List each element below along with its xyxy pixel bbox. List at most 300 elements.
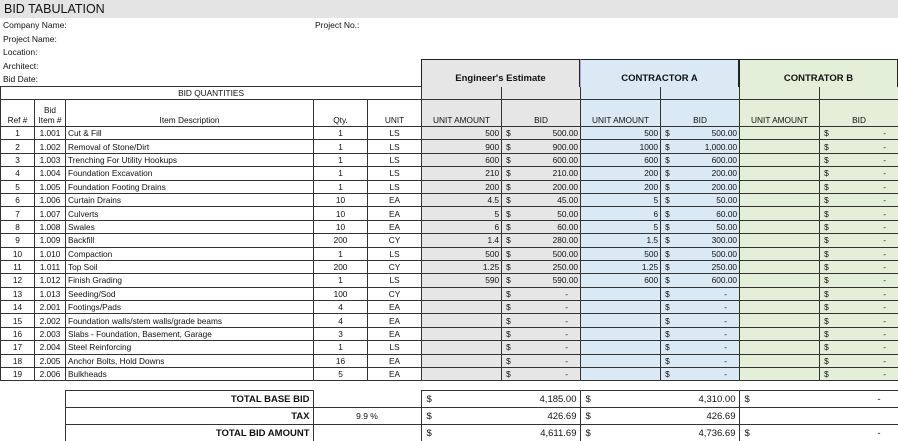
a-bid-cell [661,274,740,287]
amount: 200.00 [552,181,579,192]
bid-item-cell: 1.004 [35,167,66,180]
a-bid-cell [661,314,740,327]
amount: 1,000.00 [704,141,738,152]
table-row [1,207,898,220]
total-bid-amount-label: TOTAL BID AMOUNT [65,425,313,441]
eng-unit-amount-cell: 210 [422,167,502,180]
amount: - [883,221,887,232]
table-row [1,301,898,314]
unit-cell: LS [368,167,422,180]
ref-cell: 8 [1,220,35,233]
bid-item-cell: 1.006 [35,193,66,206]
description-cell: Removal of Stone/Dirt [66,140,314,153]
currency-symbol: $ [824,288,829,299]
amount: - [724,302,728,313]
a-unit-amount-cell [581,341,661,354]
eng-unit-amount-cell: 200 [422,180,502,193]
currency-symbol: $ [665,154,670,165]
amount: - [565,329,569,340]
a-bid-cell [661,220,740,233]
amount: 600.00 [552,154,579,165]
a-tax: 426.69 [706,410,736,422]
a-bid-cell [661,127,740,140]
bid-quantities-header: BID QUANTITIES [1,87,422,100]
unit-cell: EA [368,193,422,206]
table-row [1,247,898,260]
table-row [1,193,898,206]
currency-symbol: $ [824,342,829,353]
amount: 45.00 [557,195,579,206]
ref-cell: 2 [1,140,35,153]
amount: - [565,315,569,326]
b-unit-amount-cell [740,327,820,340]
b-bid-cell [820,193,898,206]
bid-item-cell: 2.005 [35,354,66,367]
eng-total-base: 4,185.00 [539,393,577,405]
eng-bid-cell [502,301,581,314]
eng-unit-amount-cell [422,354,502,367]
qty-cell: 4 [314,301,368,314]
description-cell: Compaction [66,247,314,260]
currency-symbol: $ [824,248,829,259]
qty-cell: 1 [314,140,368,153]
a-unit-amount-cell: 1000 [581,140,661,153]
currency-symbol: $ [824,355,829,366]
b-bid-cell [820,180,898,193]
col-b-bid: BID [820,100,898,127]
table-row [1,354,898,367]
amount: 900.00 [552,141,579,152]
eng-bid-cell [502,368,581,381]
b-bid-cell [820,220,898,233]
col-bid-item: Bid Item # [35,100,66,127]
b-unit-amount-cell [740,301,820,314]
col-b-unit-amount: UNIT AMOUNT [740,100,820,127]
a-unit-amount-cell: 200 [581,167,661,180]
b-unit-amount-cell [740,247,820,260]
qty-cell: 200 [314,234,368,247]
qty-cell: 10 [314,207,368,220]
currency-symbol: $ [824,302,829,313]
qty-cell: 4 [314,314,368,327]
amount: 590.00 [552,275,579,286]
project-name-label: Project Name: [3,33,57,44]
eng-unit-amount-cell [422,341,502,354]
b-unit-amount-cell [740,140,820,153]
currency-symbol: $ [824,275,829,286]
description-cell: Cut & Fill [66,127,314,140]
a-total-base: 4,310.00 [698,393,736,405]
currency-symbol: $ [665,288,670,299]
a-unit-amount-cell: 600 [581,274,661,287]
currency-symbol: $ [506,342,511,353]
b-bid-cell [820,260,898,273]
ref-cell: 1 [1,127,35,140]
b-bid-cell [820,314,898,327]
a-unit-amount-cell: 1.5 [581,234,661,247]
ref-cell: 3 [1,153,35,166]
ref-cell: 7 [1,207,35,220]
qty-cell: 10 [314,193,368,206]
b-total-base: - [877,393,881,405]
amount: 200.00 [711,181,738,192]
ref-cell: 15 [1,314,35,327]
eng-bid-cell [502,207,581,220]
ref-cell: 5 [1,180,35,193]
amount: 250.00 [711,262,738,273]
bid-item-cell: 1.001 [35,127,66,140]
a-bid-cell [661,287,740,300]
currency-symbol: $ [506,168,511,179]
b-unit-amount-cell [740,207,820,220]
amount: - [883,168,887,179]
amount: 280.00 [552,235,579,246]
table-row [1,327,898,340]
description-cell: Footings/Pads [66,301,314,314]
eng-bid-cell [502,327,581,340]
eng-bid-cell [502,153,581,166]
currency-symbol: $ [506,355,511,366]
unit-cell: LS [368,341,422,354]
currency-symbol: $ [665,235,670,246]
description-cell: Curtain Drains [66,193,314,206]
currency-symbol: $ [824,128,829,139]
qty-cell: 16 [314,354,368,367]
description-cell: Slabs - Foundation, Basement, Garage [66,327,314,340]
qty-cell: 1 [314,127,368,140]
eng-tax: 426.69 [547,410,577,422]
currency-symbol: $ [506,235,511,246]
ref-cell: 19 [1,368,35,381]
eng-unit-amount-cell: 600 [422,153,502,166]
amount: 210.00 [552,168,579,179]
currency-symbol: $ [506,288,511,299]
a-total-bid: 4,736.69 [698,427,736,439]
currency-symbol: $ [824,315,829,326]
company-name-label: Company Name: [3,20,67,30]
b-bid-cell [820,167,898,180]
amount: 500.00 [711,248,738,259]
currency-symbol: $ [824,369,829,380]
a-bid-cell [661,301,740,314]
b-bid-cell [820,368,898,381]
description-cell: Steel Reinforcing [66,341,314,354]
a-bid-cell [661,247,740,260]
col-qty: Qty. [314,100,368,127]
b-bid-cell [820,274,898,287]
bid-item-cell: 1.013 [35,287,66,300]
amount: - [883,208,887,219]
eng-bid-cell [502,220,581,233]
eng-bid-cell [502,274,581,287]
amount: 50.00 [716,221,738,232]
currency-symbol: $ [506,302,511,313]
b-total-bid: - [877,427,881,439]
currency-symbol: $ [824,181,829,192]
unit-cell: EA [368,301,422,314]
bid-item-cell: 1.007 [35,207,66,220]
qty-cell: 1 [314,274,368,287]
a-bid-cell [661,234,740,247]
contractor-a-header: CONTRACTOR A [580,59,739,87]
tax-label: TAX [65,408,313,425]
amount: - [883,195,887,206]
eng-unit-amount-cell: 590 [422,274,502,287]
b-unit-amount-cell [740,193,820,206]
eng-unit-amount-cell [422,314,502,327]
table-row [1,341,898,354]
ref-cell: 10 [1,247,35,260]
b-bid-cell [820,127,898,140]
amount: 500.00 [711,128,738,139]
amount: - [724,288,728,299]
unit-cell: LS [368,180,422,193]
currency-symbol: $ [665,141,670,152]
eng-total-bid: 4,611.69 [540,427,577,439]
eng-bid-cell [502,127,581,140]
currency-symbol: $ [665,369,670,380]
a-unit-amount-cell: 1.25 [581,260,661,273]
eng-unit-amount-cell [422,368,502,381]
description-cell: Anchor Bolts, Hold Downs [66,354,314,367]
currency-symbol: $ [506,248,511,259]
eng-bid-cell [502,260,581,273]
b-unit-amount-cell [740,220,820,233]
qty-cell: 1 [314,167,368,180]
ref-cell: 9 [1,234,35,247]
table-row [1,153,898,166]
currency-symbol: $ [506,141,511,152]
amount: - [883,128,887,139]
eng-unit-amount-cell: 6 [422,220,502,233]
currency-symbol: $ [665,208,670,219]
unit-cell: LS [368,140,422,153]
amount: - [883,288,887,299]
table-row [1,314,898,327]
col-a-bid: BID [661,100,740,127]
a-bid-cell [661,327,740,340]
a-bid-cell [661,368,740,381]
col-ref: Ref # [1,100,35,127]
eng-bid-cell [502,140,581,153]
amount: - [883,355,887,366]
currency-symbol: $ [824,221,829,232]
eng-bid-cell [502,314,581,327]
currency-symbol: $ [426,427,432,439]
eng-bid-cell [502,341,581,354]
a-unit-amount-cell [581,301,661,314]
currency-symbol: $ [665,262,670,273]
b-bid-cell [820,247,898,260]
b-unit-amount-cell [740,260,820,273]
amount: - [883,141,887,152]
description-cell: Foundation Footing Drains [66,180,314,193]
a-bid-cell [661,167,740,180]
amount: - [883,342,887,353]
tax-rate: 9.9 % [313,408,421,425]
unit-cell: CY [368,234,422,247]
eng-bid-cell [502,167,581,180]
qty-cell: 200 [314,260,368,273]
ref-cell: 17 [1,341,35,354]
b-bid-cell [820,153,898,166]
table-row [1,260,898,273]
currency-symbol: $ [665,181,670,192]
currency-symbol: $ [506,369,511,380]
bid-item-cell: 1.003 [35,153,66,166]
amount: - [883,302,887,313]
eng-bid-cell [502,287,581,300]
unit-cell: EA [368,207,422,220]
currency-symbol: $ [824,195,829,206]
currency-symbol: $ [665,221,670,232]
eng-bid-cell [502,354,581,367]
a-unit-amount-cell [581,368,661,381]
bid-item-cell: 2.003 [35,327,66,340]
qty-cell: 5 [314,368,368,381]
description-cell: Foundation Excavation [66,167,314,180]
bid-date-label: Bid Date: [3,74,38,84]
b-bid-cell [820,341,898,354]
amount: - [883,329,887,340]
project-no-label: Project No.: [315,20,360,30]
b-unit-amount-cell [740,354,820,367]
eng-bid-cell [502,193,581,206]
a-unit-amount-cell [581,287,661,300]
description-cell: Finish Grading [66,274,314,287]
b-unit-amount-cell [740,314,820,327]
unit-cell: LS [368,274,422,287]
currency-symbol: $ [506,208,511,219]
amount: 50.00 [716,195,738,206]
bid-item-cell: 1.012 [35,274,66,287]
ref-cell: 14 [1,301,35,314]
amount: - [883,315,887,326]
unit-cell: LS [368,247,422,260]
amount: 500.00 [552,248,579,259]
a-unit-amount-cell: 200 [581,180,661,193]
architect-label: Architect: [3,60,39,71]
currency-symbol: $ [665,248,670,259]
bid-item-cell: 1.005 [35,180,66,193]
a-bid-cell [661,260,740,273]
bid-item-cell: 1.008 [35,220,66,233]
description-cell: Swales [66,220,314,233]
eng-unit-amount-cell: 1.25 [422,260,502,273]
currency-symbol: $ [665,128,670,139]
unit-cell: EA [368,327,422,340]
unit-cell: CY [368,260,422,273]
amount: - [883,262,887,273]
a-unit-amount-cell: 500 [581,127,661,140]
totals-table [0,390,898,441]
amount: - [565,288,569,299]
b-unit-amount-cell [740,368,820,381]
eng-bid-cell [502,180,581,193]
description-cell: Bulkheads [66,368,314,381]
currency-symbol: $ [506,154,511,165]
engineer-estimate-header: Engineer's Estimate [421,59,580,87]
b-bid-cell [820,207,898,220]
ref-cell: 16 [1,327,35,340]
b-unit-amount-cell [740,180,820,193]
amount: - [724,329,728,340]
amount: - [883,275,887,286]
b-bid-cell [820,234,898,247]
b-bid-cell [820,140,898,153]
bid-item-cell: 2.004 [35,341,66,354]
b-bid-cell [820,301,898,314]
bid-item-cell: 1.002 [35,140,66,153]
currency-symbol: $ [506,329,511,340]
a-bid-cell [661,207,740,220]
description-cell: Culverts [66,207,314,220]
amount: 200.00 [711,168,738,179]
a-unit-amount-cell [581,327,661,340]
col-eng-bid: BID [502,100,581,127]
currency-symbol: $ [824,208,829,219]
description-cell: Foundation walls/stem walls/grade beams [66,314,314,327]
qty-cell: 3 [314,327,368,340]
description-cell: Top Soil [66,260,314,273]
bid-item-cell: 1.010 [35,247,66,260]
description-cell: Seeding/Sod [66,287,314,300]
qty-cell: 10 [314,220,368,233]
unit-cell: EA [368,314,422,327]
currency-symbol: $ [744,393,750,405]
b-unit-amount-cell [740,167,820,180]
eng-unit-amount-cell: 500 [422,247,502,260]
col-unit: UNIT [368,100,422,127]
currency-symbol: $ [506,181,511,192]
eng-unit-amount-cell: 4.5 [422,193,502,206]
ref-cell: 18 [1,354,35,367]
amount: 600.00 [711,275,738,286]
a-unit-amount-cell: 500 [581,247,661,260]
currency-symbol: $ [665,342,670,353]
a-bid-cell [661,341,740,354]
qty-cell: 1 [314,153,368,166]
unit-cell: EA [368,368,422,381]
currency-symbol: $ [824,154,829,165]
b-unit-amount-cell [740,341,820,354]
amount: 600.00 [711,154,738,165]
eng-unit-amount-cell [422,301,502,314]
currency-symbol: $ [824,262,829,273]
a-bid-cell [661,153,740,166]
amount: - [724,342,728,353]
page-title: BID TABULATION [0,0,898,18]
unit-cell: EA [368,354,422,367]
currency-symbol: $ [506,262,511,273]
amount: - [883,369,887,380]
currency-symbol: $ [665,195,670,206]
b-unit-amount-cell [740,234,820,247]
currency-symbol: $ [506,315,511,326]
amount: 300.00 [711,235,738,246]
qty-cell: 100 [314,287,368,300]
currency-symbol: $ [585,427,591,439]
unit-cell: LS [368,153,422,166]
currency-symbol: $ [665,302,670,313]
qty-cell: 1 [314,341,368,354]
qty-cell: 1 [314,247,368,260]
amount: 60.00 [557,221,579,232]
a-unit-amount-cell [581,314,661,327]
qty-cell: 1 [314,180,368,193]
total-base-bid-label: TOTAL BASE BID [65,391,313,408]
currency-symbol: $ [506,221,511,232]
